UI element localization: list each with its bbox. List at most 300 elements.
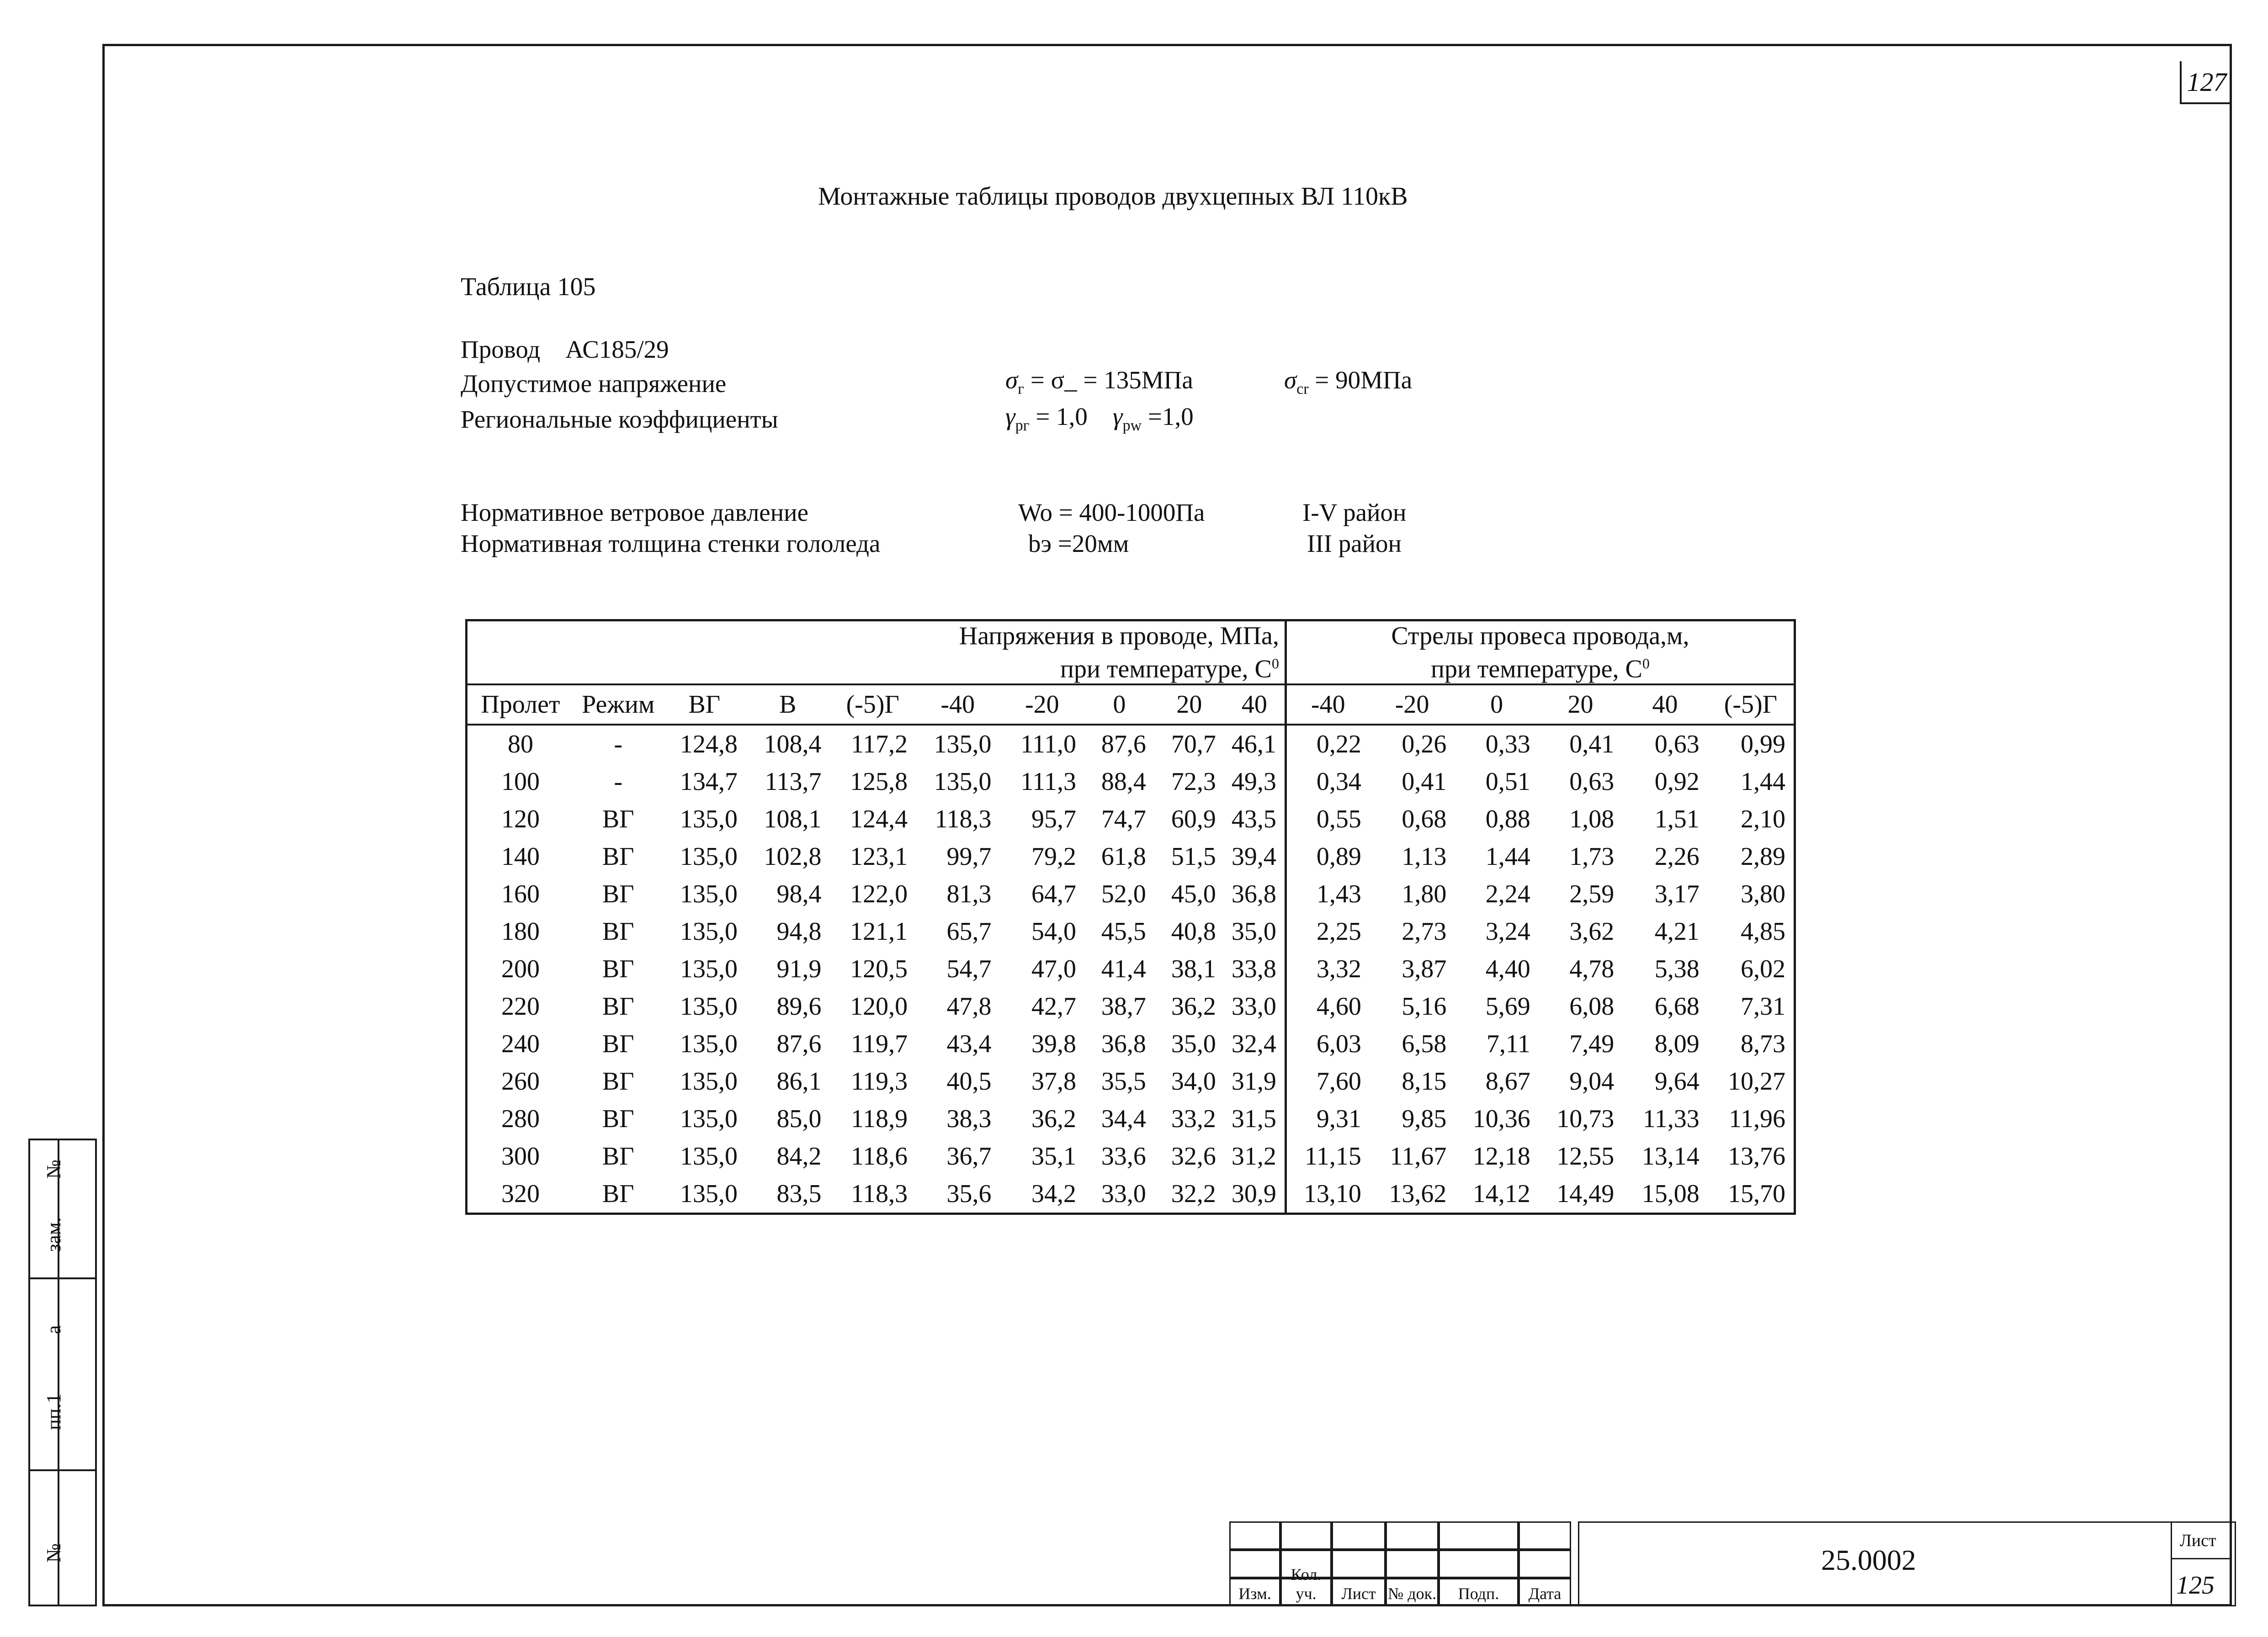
table-cell: 180 [501,917,540,946]
table-cell: 1,43 [1316,880,1361,908]
document-number: 25.0002 [1821,1544,1916,1576]
table-cell: 135,0 [680,842,738,871]
side-divider [30,1469,95,1471]
column-header: Режим [574,684,663,725]
table-cell: 98,4 [776,880,822,908]
side-label-zam: зам. [42,1217,65,1252]
table-cell: 5,69 [1485,992,1530,1021]
table-cell: 99,7 [946,842,992,871]
table-cell: 35,5 [1101,1067,1146,1096]
table-cell: 31,9 [1224,1063,1286,1100]
table-cell: 135,0 [680,805,738,833]
stamp-cell [1229,1578,1280,1606]
table-cell: 108,4 [764,730,822,758]
table-row [467,913,1795,950]
table-cell: 2,24 [1485,880,1530,908]
table-cell: 9,31 [1316,1105,1361,1133]
table-cell: ВГ [602,1067,634,1096]
sigma-symbol: σ [1005,366,1018,394]
table-cell: 2,89 [1741,842,1785,871]
stamp-cell [1386,1521,1439,1550]
stamp-cell [1332,1521,1386,1550]
table-cell: 135,0 [934,730,992,758]
gamma-2-value: =1,0 [1142,403,1194,430]
table-cell: 81,3 [946,880,992,908]
page-tag: 127 [2180,61,2232,104]
stamp-cell [1280,1521,1332,1550]
table-cell: 119,7 [851,1030,908,1058]
table-cell: 1,80 [1402,880,1447,908]
side-stamp [28,1139,97,1606]
table-cell: 11,67 [1390,1142,1447,1171]
table-cell: 80 [507,730,533,758]
table-cell: 74,7 [1101,805,1146,833]
table-cell: ВГ [602,842,634,871]
table-cell: 39,4 [1224,838,1286,875]
table-cell: 6,58 [1402,1030,1447,1058]
stress-cr-formula [1284,366,1412,398]
table-cell: 135,0 [680,917,738,946]
table-cell: 3,17 [1654,880,1700,908]
table-cell: 13,76 [1728,1142,1785,1171]
table-cell: 65,7 [946,917,992,946]
table-cell: 134,7 [680,768,738,796]
stamp-cell [1386,1550,1439,1578]
table-cell: 1,13 [1402,842,1447,871]
table-cell: 42,7 [1031,992,1077,1021]
table-cell: 13,62 [1389,1180,1447,1208]
table-cell: 89,6 [776,992,822,1021]
table-cell: 3,62 [1569,917,1615,946]
table-cell: 220 [501,992,540,1021]
table-cell: 43,5 [1224,800,1286,838]
table-cell: 120 [501,805,540,833]
table-cell: 35,0 [1224,913,1286,950]
gamma-2-sub: pw [1122,417,1142,434]
table-cell: 35,1 [1031,1142,1077,1171]
table-cell: 113,7 [765,768,822,796]
table-cell: 120,0 [850,992,908,1021]
table-cell: 6,03 [1316,1030,1361,1058]
table-cell: 33,2 [1171,1105,1216,1133]
sag-degree: 0 [1642,655,1650,672]
table-cell: 38,3 [946,1105,992,1133]
table-cell: 135,0 [680,1142,738,1171]
table-cell: 86,1 [776,1067,822,1096]
table-cell: 160 [501,880,540,908]
column-header-row [467,684,1795,725]
side-divider [30,1277,95,1279]
table-cell: 125,8 [850,768,908,796]
wire-param [461,335,669,364]
table-cell: 9,64 [1654,1067,1700,1096]
table-cell: 10,73 [1556,1105,1615,1133]
gamma-1-value: = 1,0 [1029,403,1088,430]
table-cell: 6,68 [1654,992,1700,1021]
table-cell: ВГ [602,805,634,833]
stress-group-line1: Напряжения в проводе, МПа, [959,621,1279,650]
table-cell: 2,26 [1654,842,1700,871]
table-cell: 4,21 [1654,917,1700,946]
table-cell: 32,6 [1171,1142,1216,1171]
table-cell: 87,6 [776,1030,822,1058]
table-cell: 1,44 [1741,768,1785,796]
table-row [467,950,1795,988]
table-cell: 5,16 [1402,992,1447,1021]
sheet-label: Лист [2180,1531,2216,1550]
table-cell: ВГ [602,880,634,908]
table-cell: 240 [501,1030,540,1058]
table-row [467,725,1795,763]
side-label-a: а [42,1325,65,1334]
table-cell: 87,6 [1101,730,1146,758]
stamp-cell [1519,1521,1571,1550]
table-cell: 200 [501,955,540,983]
table-cell: 2,73 [1402,917,1447,946]
table-cell: 14,12 [1472,1180,1530,1208]
table-cell: 10,27 [1728,1067,1785,1096]
table-cell: 8,15 [1402,1067,1447,1096]
table-cell: ВГ [602,1180,634,1208]
table-cell: 31,2 [1224,1138,1286,1175]
table-cell: 8,67 [1485,1067,1530,1096]
table-cell: 0,63 [1569,768,1615,796]
table-cell: 300 [501,1142,540,1171]
stamp-cell [1280,1565,1332,1606]
column-header: -40 [1285,684,1369,725]
ice-region: III район [1307,530,1402,557]
table-cell: 45,5 [1101,917,1146,946]
table-cell: 35,0 [1171,1030,1216,1058]
table-cell: 4,40 [1485,955,1530,983]
stamp-cell [1519,1578,1571,1606]
table-cell: 32,4 [1224,1025,1286,1063]
table-cell: 14,49 [1556,1180,1615,1208]
table-cell: 12,55 [1556,1142,1615,1171]
stamp-cell [1439,1578,1519,1606]
column-header: 40 [1224,684,1286,725]
stress-cr-value: = 90МПа [1308,366,1413,394]
side-divider [58,1140,59,1605]
column-header: ВГ [663,684,746,725]
table-cell: 3,24 [1485,917,1530,946]
table-cell: 38,7 [1101,992,1146,1021]
table-cell: 0,41 [1402,768,1447,796]
column-header: 40 [1622,684,1708,725]
table-cell: 140 [501,842,540,871]
page-title: Монтажные таблицы проводов двухцепных ВЛ 110кВ [818,182,1408,211]
table-cell: 13,14 [1641,1142,1700,1171]
stamp-col-label: Лист [1341,1584,1376,1603]
table-cell: 0,33 [1485,730,1530,758]
table-cell: 36,8 [1101,1030,1146,1058]
table-cell: 8,73 [1741,1030,1785,1058]
column-header: В [746,684,829,725]
table-cell: 36,2 [1031,1105,1077,1133]
table-row [467,1100,1795,1138]
table-row [467,1063,1795,1100]
table-cell: 124,8 [680,730,738,758]
table-cell: 61,8 [1101,842,1146,871]
table-cell: 40,8 [1171,917,1216,946]
table-cell: 9,85 [1402,1105,1447,1133]
table-cell: 0,63 [1654,730,1700,758]
table-cell: 7,31 [1741,992,1785,1021]
table-cell: ВГ [602,992,634,1021]
sheet-number: 125 [2176,1571,2215,1600]
table-cell: 33,0 [1224,988,1286,1025]
table-cell: 49,3 [1224,763,1286,800]
table-cell: 54,0 [1031,917,1077,946]
table-cell: - [614,730,623,758]
table-cell: 11,33 [1642,1105,1700,1133]
table-cell: 11,96 [1729,1105,1785,1133]
table-row [467,1175,1795,1214]
stamp-cell [1519,1550,1571,1578]
stress-degree: 0 [1271,655,1279,672]
sag-group-line1: Стрелы провеса провода,м, [1391,621,1689,650]
table-cell: 40,5 [946,1067,992,1096]
table-cell: 124,4 [850,805,908,833]
table-cell: 52,0 [1101,880,1146,908]
table-cell: 15,08 [1641,1180,1700,1208]
stress-group-line2-text: при температуре, С [1060,655,1272,683]
stress-group-header [467,620,1286,685]
table-cell: 37,8 [1031,1067,1077,1096]
table-cell: - [614,768,623,796]
stamp-cell [1332,1578,1386,1606]
table-cell: 60,9 [1171,805,1216,833]
table-cell: 30,9 [1224,1175,1286,1214]
stamp-col-label: Кол. уч. [1291,1565,1322,1603]
table-cell: 13,10 [1303,1180,1361,1208]
table-cell: 117,2 [851,730,908,758]
table-cell: 35,6 [946,1180,992,1208]
stress-value: = σ_ = 135МПа [1024,366,1193,394]
table-cell: 84,2 [776,1142,822,1171]
table-cell: 72,3 [1171,768,1216,796]
sag-group-line2-text: при температуре, С [1430,655,1642,683]
table-cell: 11,15 [1304,1142,1361,1171]
table-cell: 4,85 [1741,917,1785,946]
ice-label: Нормативная толщина стенки гололеда [461,530,881,557]
stamp-cell [1386,1578,1439,1606]
table-cell: 0,51 [1485,768,1530,796]
table-cell: 54,7 [946,955,992,983]
ice-value: bэ =20мм [1028,530,1129,557]
column-header: (-5)Г [830,684,916,725]
allowed-stress-label: Допустимое напряжение [461,370,727,397]
table-cell: 36,2 [1171,992,1216,1021]
table-cell: 33,6 [1101,1142,1146,1171]
allowed-stress-formula [1005,366,1193,398]
table-cell: 121,1 [850,917,908,946]
table-cell: 64,7 [1031,880,1077,908]
table-cell: 135,0 [934,768,992,796]
table-cell: 8,09 [1654,1030,1700,1058]
table-cell: 3,32 [1316,955,1361,983]
table-cell: 1,51 [1654,805,1700,833]
column-header: -20 [1370,684,1455,725]
table-cell: 0,68 [1402,805,1447,833]
sigma-cr-symbol: σ [1284,366,1297,394]
table-cell: 7,60 [1316,1067,1361,1096]
column-header: (-5)Г [1708,684,1795,725]
table-body [467,725,1795,1214]
group-header-row [467,620,1795,685]
table-cell: 15,70 [1728,1180,1785,1208]
stress-group-line2 [469,650,1279,683]
table-cell: 1,73 [1569,842,1615,871]
stamp-cell [1439,1521,1519,1550]
wind-label: Нормативное ветровое давление [461,498,808,526]
table-cell: 45,0 [1171,880,1216,908]
table-row [467,763,1795,800]
table-cell: 111,0 [1020,730,1077,758]
table-cell: 70,7 [1171,730,1216,758]
regional-coeffs-label: Региональные коэффициенты [461,405,778,433]
table-cell: 135,0 [680,1105,738,1133]
table-cell: 10,36 [1472,1105,1530,1133]
sag-group-header [1285,620,1795,685]
stamp-cell [1229,1521,1280,1550]
table-cell: 135,0 [680,955,738,983]
table-cell: 95,7 [1031,805,1077,833]
table-cell: 135,0 [680,1030,738,1058]
column-header: 0 [1455,684,1538,725]
stamp-cell [1229,1550,1280,1578]
table-cell: 33,8 [1224,950,1286,988]
table-cell: 118,3 [851,1180,908,1208]
column-header: 0 [1084,684,1154,725]
table-cell: 2,25 [1316,917,1361,946]
table-cell: 1,44 [1485,842,1530,871]
sigma-cr-sub: cr [1296,381,1309,397]
table-cell: 2,10 [1741,805,1785,833]
table-cell: 118,9 [851,1105,908,1133]
table-cell: 36,7 [946,1142,992,1171]
table-cell: 34,4 [1101,1105,1146,1133]
wire-value: АС185/29 [565,335,669,363]
table-cell: 135,0 [680,1067,738,1096]
table-row [467,1138,1795,1175]
table-cell: 51,5 [1171,842,1216,871]
column-header: Пролет [467,684,574,725]
table-cell: 41,4 [1101,955,1146,983]
table-cell: ВГ [602,1105,634,1133]
table-cell: 6,02 [1741,955,1785,983]
table-cell: 119,3 [851,1067,908,1096]
table-cell: 43,4 [946,1030,992,1058]
column-header: -20 [1000,684,1085,725]
table-cell: 32,2 [1171,1180,1216,1208]
table-row [467,800,1795,838]
table-cell: 12,18 [1472,1142,1530,1171]
table-cell: 88,4 [1101,768,1146,796]
table-cell: 0,26 [1402,730,1447,758]
table-cell: 83,5 [776,1180,822,1208]
sigma-sub-g: г [1018,381,1025,397]
title-block [1229,1521,2232,1606]
table-cell: 0,88 [1485,805,1530,833]
table-cell: 0,34 [1316,768,1361,796]
table-cell: 3,80 [1741,880,1785,908]
column-header: 20 [1154,684,1224,725]
table-cell: 108,1 [764,805,822,833]
sag-group-line2 [1289,650,1792,683]
stamp-col-label: Изм. [1238,1584,1271,1603]
table-cell: 0,22 [1316,730,1361,758]
table-cell: 31,5 [1224,1100,1286,1138]
column-header: -40 [916,684,999,725]
side-label-pp: пп.1 [42,1393,65,1430]
table-cell: 120,5 [850,955,908,983]
gamma-1-symbol: γ [1005,403,1015,430]
table-cell: 6,08 [1569,992,1615,1021]
table-cell: 3,87 [1402,955,1447,983]
stamp-col-label: Подп. [1458,1584,1499,1603]
side-label-num: № [42,1160,65,1179]
table-row [467,988,1795,1025]
table-cell: 118,3 [935,805,992,833]
table-cell: 39,8 [1031,1030,1077,1058]
table-cell: 118,6 [851,1142,908,1171]
table-cell: 4,60 [1316,992,1361,1021]
column-header: 20 [1539,684,1622,725]
gamma-2-symbol: γ [1112,403,1123,430]
table-row [467,1025,1795,1063]
table-cell: 85,0 [776,1105,822,1133]
table-cell: 2,59 [1569,880,1615,908]
table-cell: 0,41 [1569,730,1615,758]
table-cell: 1,08 [1569,805,1615,833]
table-cell: 36,8 [1224,875,1286,913]
table-cell: 91,9 [776,955,822,983]
table-cell: 94,8 [776,917,822,946]
table-cell: 100 [501,768,540,796]
table-cell: 34,0 [1171,1067,1216,1096]
stamp-cell [1332,1550,1386,1578]
table-cell: 260 [501,1067,540,1096]
regional-coeffs-values [1005,402,1194,434]
stamp-col-label: Дата [1528,1584,1562,1603]
table-cell: 320 [501,1180,540,1208]
wind-value: Wo = 400-1000Па [1018,498,1205,526]
table-cell: 9,04 [1569,1067,1615,1096]
table-cell: 280 [501,1105,540,1133]
table-cell: 7,49 [1569,1030,1615,1058]
table-cell: 0,99 [1741,730,1785,758]
mounting-table [465,619,1796,1215]
table-cell: 5,38 [1654,955,1700,983]
stamp-col-label: № док. [1387,1584,1437,1603]
table-cell: 46,1 [1224,725,1286,763]
table-cell: 135,0 [680,880,738,908]
stamp-cell [1439,1550,1519,1578]
wind-region: I-V район [1302,498,1407,526]
table-cell: 34,2 [1031,1180,1077,1208]
table-cell: 7,11 [1486,1030,1530,1058]
table-row [467,875,1795,913]
table-cell: 0,89 [1316,842,1361,871]
table-cell: 122,0 [850,880,908,908]
table-cell: ВГ [602,955,634,983]
table-cell: 0,92 [1654,768,1700,796]
table-cell: 135,0 [680,992,738,1021]
side-label-num2: № [42,1543,65,1563]
table-cell: 111,3 [1020,768,1077,796]
table-cell: 102,8 [764,842,822,871]
